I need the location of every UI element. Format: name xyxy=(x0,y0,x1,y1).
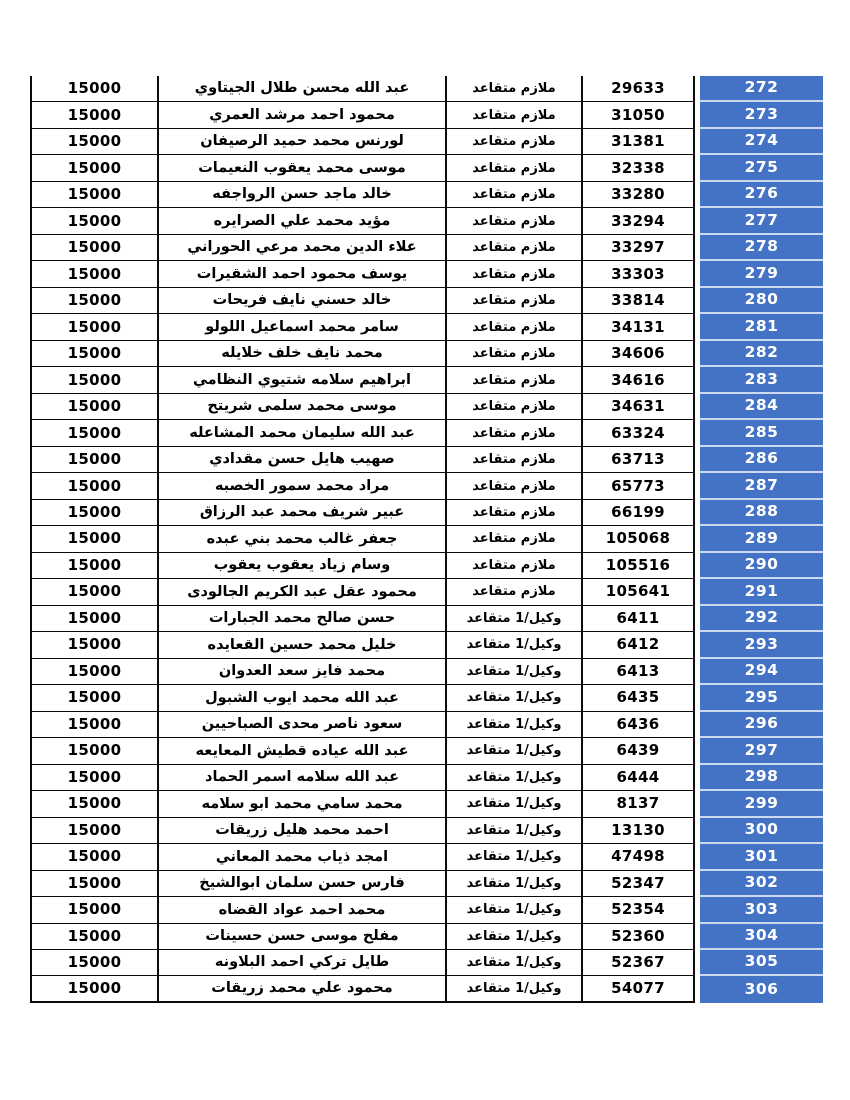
name-cell: محمد نايف خلف خلايله xyxy=(159,341,447,367)
index-cell: 284 xyxy=(700,394,823,420)
rank-cell: وكيل/1 متقاعد xyxy=(447,897,583,923)
rank-cell: وكيل/1 متقاعد xyxy=(447,924,583,950)
name-cell: جعفر غالب محمد بني عبده xyxy=(159,526,447,552)
rank-cell: ملازم متقاعد xyxy=(447,208,583,234)
amount-cell: 15000 xyxy=(30,659,159,685)
index-cell: 289 xyxy=(700,526,823,552)
index-cell: 296 xyxy=(700,712,823,738)
table-row xyxy=(30,420,823,446)
amount-cell: 15000 xyxy=(30,976,159,1002)
index-cell: 288 xyxy=(700,500,823,526)
rank-cell: ملازم متقاعد xyxy=(447,182,583,208)
index-cell: 277 xyxy=(700,208,823,234)
table-row xyxy=(30,394,823,420)
table-row xyxy=(30,738,823,764)
registry-number-cell: 6435 xyxy=(583,685,695,711)
rank-cell: ملازم متقاعد xyxy=(447,579,583,605)
index-cell: 301 xyxy=(700,844,823,870)
amount-cell: 15000 xyxy=(30,950,159,976)
registry-number-cell: 33280 xyxy=(583,182,695,208)
amount-cell: 15000 xyxy=(30,76,159,102)
name-cell: محمود علي محمد زريقات xyxy=(159,976,447,1002)
name-cell: يوسف محمود احمد الشقيرات xyxy=(159,261,447,287)
rank-cell: وكيل/1 متقاعد xyxy=(447,818,583,844)
name-cell: محمود احمد مرشد العمري xyxy=(159,102,447,128)
name-cell: مؤيد محمد علي الصرايره xyxy=(159,208,447,234)
amount-cell: 15000 xyxy=(30,606,159,632)
index-cell: 282 xyxy=(700,341,823,367)
table-row xyxy=(30,341,823,367)
table-row xyxy=(30,261,823,287)
registry-number-cell: 105516 xyxy=(583,553,695,579)
registry-number-cell: 52354 xyxy=(583,897,695,923)
registry-number-cell: 6412 xyxy=(583,632,695,658)
name-cell: عبد الله سليمان محمد المشاعله xyxy=(159,420,447,446)
index-cell: 283 xyxy=(700,367,823,393)
rank-cell: ملازم متقاعد xyxy=(447,129,583,155)
amount-cell: 15000 xyxy=(30,844,159,870)
table-row xyxy=(30,924,823,950)
registry-number-cell: 6413 xyxy=(583,659,695,685)
rank-cell: ملازم متقاعد xyxy=(447,394,583,420)
name-cell: عبد الله عياده قطيش المعايعه xyxy=(159,738,447,764)
table-row xyxy=(30,314,823,340)
registry-number-cell: 34606 xyxy=(583,341,695,367)
table-row xyxy=(30,844,823,870)
index-cell: 278 xyxy=(700,235,823,261)
rank-cell: وكيل/1 متقاعد xyxy=(447,950,583,976)
amount-cell: 15000 xyxy=(30,341,159,367)
amount-cell: 15000 xyxy=(30,473,159,499)
index-cell: 276 xyxy=(700,182,823,208)
rank-cell: وكيل/1 متقاعد xyxy=(447,606,583,632)
table-row xyxy=(30,473,823,499)
index-cell: 300 xyxy=(700,818,823,844)
registry-number-cell: 47498 xyxy=(583,844,695,870)
amount-cell: 15000 xyxy=(30,288,159,314)
registry-number-cell: 29633 xyxy=(583,76,695,102)
index-cell: 279 xyxy=(700,261,823,287)
table-row xyxy=(30,765,823,791)
amount-cell: 15000 xyxy=(30,394,159,420)
registry-number-cell: 65773 xyxy=(583,473,695,499)
table-row xyxy=(30,712,823,738)
rank-cell: ملازم متقاعد xyxy=(447,76,583,102)
name-cell: محمد فايز سعد العدوان xyxy=(159,659,447,685)
amount-cell: 15000 xyxy=(30,738,159,764)
table-row xyxy=(30,579,823,605)
registry-number-cell: 33814 xyxy=(583,288,695,314)
name-cell: فارس حسن سلمان ابوالشيخ xyxy=(159,871,447,897)
index-cell: 292 xyxy=(700,606,823,632)
rank-cell: ملازم متقاعد xyxy=(447,367,583,393)
amount-cell: 15000 xyxy=(30,102,159,128)
name-cell: محمود عقل عبد الكريم الجالودى xyxy=(159,579,447,605)
index-cell: 285 xyxy=(700,420,823,446)
index-cell: 299 xyxy=(700,791,823,817)
registry-number-cell: 52360 xyxy=(583,924,695,950)
name-cell: ابراهيم سلامه شتيوي النظامي xyxy=(159,367,447,393)
rank-cell: ملازم متقاعد xyxy=(447,235,583,261)
amount-cell: 15000 xyxy=(30,897,159,923)
name-cell: حسن صالح محمد الجبارات xyxy=(159,606,447,632)
rank-cell: ملازم متقاعد xyxy=(447,447,583,473)
amount-cell: 15000 xyxy=(30,182,159,208)
name-cell: محمد احمد عواد القضاه xyxy=(159,897,447,923)
name-cell: مفلح موسى حسن حسينات xyxy=(159,924,447,950)
table-row xyxy=(30,950,823,976)
table-row xyxy=(30,897,823,923)
rank-cell: ملازم متقاعد xyxy=(447,553,583,579)
table-row xyxy=(30,632,823,658)
rank-cell: ملازم متقاعد xyxy=(447,526,583,552)
name-cell: عبد الله محسن طلال الجيتاوي xyxy=(159,76,447,102)
amount-cell: 15000 xyxy=(30,155,159,181)
registry-number-cell: 34631 xyxy=(583,394,695,420)
pension-table xyxy=(30,76,823,1003)
amount-cell: 15000 xyxy=(30,500,159,526)
table-row xyxy=(30,288,823,314)
table-row xyxy=(30,208,823,234)
name-cell: لورنس محمد حميد الرصيفان xyxy=(159,129,447,155)
name-cell: موسى محمد سلمى شريتح xyxy=(159,394,447,420)
registry-number-cell: 105641 xyxy=(583,579,695,605)
name-cell: محمد سامي محمد ابو سلامه xyxy=(159,791,447,817)
rank-cell: ملازم متقاعد xyxy=(447,102,583,128)
rank-cell: وكيل/1 متقاعد xyxy=(447,659,583,685)
registry-number-cell: 105068 xyxy=(583,526,695,552)
index-cell: 306 xyxy=(700,976,823,1002)
rank-cell: ملازم متقاعد xyxy=(447,500,583,526)
registry-number-cell: 66199 xyxy=(583,500,695,526)
registry-number-cell: 34616 xyxy=(583,367,695,393)
amount-cell: 15000 xyxy=(30,791,159,817)
name-cell: سعود ناصر محدى الصباحيين xyxy=(159,712,447,738)
rank-cell: ملازم متقاعد xyxy=(447,261,583,287)
amount-cell: 15000 xyxy=(30,924,159,950)
amount-cell: 15000 xyxy=(30,818,159,844)
name-cell: وسام زياد يعقوب يعقوب xyxy=(159,553,447,579)
index-cell: 280 xyxy=(700,288,823,314)
registry-number-cell: 54077 xyxy=(583,976,695,1002)
table-row xyxy=(30,235,823,261)
table-row xyxy=(30,818,823,844)
registry-number-cell: 31381 xyxy=(583,129,695,155)
table-row xyxy=(30,791,823,817)
amount-cell: 15000 xyxy=(30,447,159,473)
index-cell: 275 xyxy=(700,155,823,181)
registry-number-cell: 6436 xyxy=(583,712,695,738)
index-cell: 291 xyxy=(700,579,823,605)
index-cell: 297 xyxy=(700,738,823,764)
amount-cell: 15000 xyxy=(30,553,159,579)
amount-cell: 15000 xyxy=(30,579,159,605)
amount-cell: 15000 xyxy=(30,712,159,738)
registry-number-cell: 52347 xyxy=(583,871,695,897)
index-cell: 303 xyxy=(700,897,823,923)
name-cell: سامر محمد اسماعيل اللولو xyxy=(159,314,447,340)
registry-number-cell: 63713 xyxy=(583,447,695,473)
index-cell: 273 xyxy=(700,102,823,128)
rank-cell: ملازم متقاعد xyxy=(447,420,583,446)
table-row xyxy=(30,685,823,711)
table-row xyxy=(30,500,823,526)
rank-cell: وكيل/1 متقاعد xyxy=(447,871,583,897)
index-cell: 302 xyxy=(700,871,823,897)
name-cell: امجد ذياب محمد المعاني xyxy=(159,844,447,870)
amount-cell: 15000 xyxy=(30,632,159,658)
amount-cell: 15000 xyxy=(30,261,159,287)
table-row xyxy=(30,606,823,632)
index-cell: 305 xyxy=(700,950,823,976)
registry-number-cell: 63324 xyxy=(583,420,695,446)
registry-number-cell: 13130 xyxy=(583,818,695,844)
rank-cell: ملازم متقاعد xyxy=(447,288,583,314)
registry-number-cell: 32338 xyxy=(583,155,695,181)
rank-cell: وكيل/1 متقاعد xyxy=(447,976,583,1002)
name-cell: طايل تركي احمد البلاونه xyxy=(159,950,447,976)
name-cell: خالد ماجد حسن الرواجفه xyxy=(159,182,447,208)
index-cell: 304 xyxy=(700,924,823,950)
name-cell: عبد الله محمد ايوب الشبول xyxy=(159,685,447,711)
index-cell: 290 xyxy=(700,553,823,579)
rank-cell: ملازم متقاعد xyxy=(447,314,583,340)
rank-cell: وكيل/1 متقاعد xyxy=(447,685,583,711)
table-row xyxy=(30,659,823,685)
amount-cell: 15000 xyxy=(30,367,159,393)
amount-cell: 15000 xyxy=(30,420,159,446)
name-cell: مراد محمد سمور الخصبه xyxy=(159,473,447,499)
name-cell: خالد حسني نايف فريحات xyxy=(159,288,447,314)
table-row xyxy=(30,182,823,208)
index-cell: 287 xyxy=(700,473,823,499)
amount-cell: 15000 xyxy=(30,871,159,897)
registry-number-cell: 8137 xyxy=(583,791,695,817)
index-cell: 281 xyxy=(700,314,823,340)
name-cell: صهيب هايل حسن مقدادي xyxy=(159,447,447,473)
name-cell: عبير شريف محمد عبد الرزاق xyxy=(159,500,447,526)
rank-cell: ملازم متقاعد xyxy=(447,155,583,181)
amount-cell: 15000 xyxy=(30,208,159,234)
rank-cell: وكيل/1 متقاعد xyxy=(447,765,583,791)
amount-cell: 15000 xyxy=(30,314,159,340)
name-cell: علاء الدين محمد مرعي الحوراني xyxy=(159,235,447,261)
registry-number-cell: 6439 xyxy=(583,738,695,764)
index-cell: 274 xyxy=(700,129,823,155)
rank-cell: وكيل/1 متقاعد xyxy=(447,791,583,817)
table-row xyxy=(30,871,823,897)
index-cell: 294 xyxy=(700,659,823,685)
rank-cell: ملازم متقاعد xyxy=(447,473,583,499)
table-row xyxy=(30,367,823,393)
registry-number-cell: 33294 xyxy=(583,208,695,234)
table-row xyxy=(30,155,823,181)
index-cell: 298 xyxy=(700,765,823,791)
table-row xyxy=(30,129,823,155)
name-cell: عبد الله سلامه اسمر الحماد xyxy=(159,765,447,791)
table-row xyxy=(30,102,823,128)
registry-number-cell: 6444 xyxy=(583,765,695,791)
registry-number-cell: 6411 xyxy=(583,606,695,632)
rank-cell: وكيل/1 متقاعد xyxy=(447,712,583,738)
table-row xyxy=(30,976,823,1002)
name-cell: احمد محمد هليل زريقات xyxy=(159,818,447,844)
table-row xyxy=(30,76,823,102)
amount-cell: 15000 xyxy=(30,129,159,155)
table-row xyxy=(30,447,823,473)
index-cell: 293 xyxy=(700,632,823,658)
registry-number-cell: 33297 xyxy=(583,235,695,261)
table-row xyxy=(30,553,823,579)
rank-cell: ملازم متقاعد xyxy=(447,341,583,367)
index-cell: 286 xyxy=(700,447,823,473)
name-cell: موسى محمد يعقوب النعيمات xyxy=(159,155,447,181)
rank-cell: وكيل/1 متقاعد xyxy=(447,632,583,658)
registry-number-cell: 34131 xyxy=(583,314,695,340)
index-cell: 295 xyxy=(700,685,823,711)
registry-number-cell: 33303 xyxy=(583,261,695,287)
rank-cell: وكيل/1 متقاعد xyxy=(447,844,583,870)
table-row xyxy=(30,526,823,552)
name-cell: خليل محمد حسين القعايده xyxy=(159,632,447,658)
rank-cell: وكيل/1 متقاعد xyxy=(447,738,583,764)
registry-number-cell: 52367 xyxy=(583,950,695,976)
registry-number-cell: 31050 xyxy=(583,102,695,128)
amount-cell: 15000 xyxy=(30,235,159,261)
amount-cell: 15000 xyxy=(30,526,159,552)
amount-cell: 15000 xyxy=(30,685,159,711)
amount-cell: 15000 xyxy=(30,765,159,791)
index-cell: 272 xyxy=(700,76,823,102)
